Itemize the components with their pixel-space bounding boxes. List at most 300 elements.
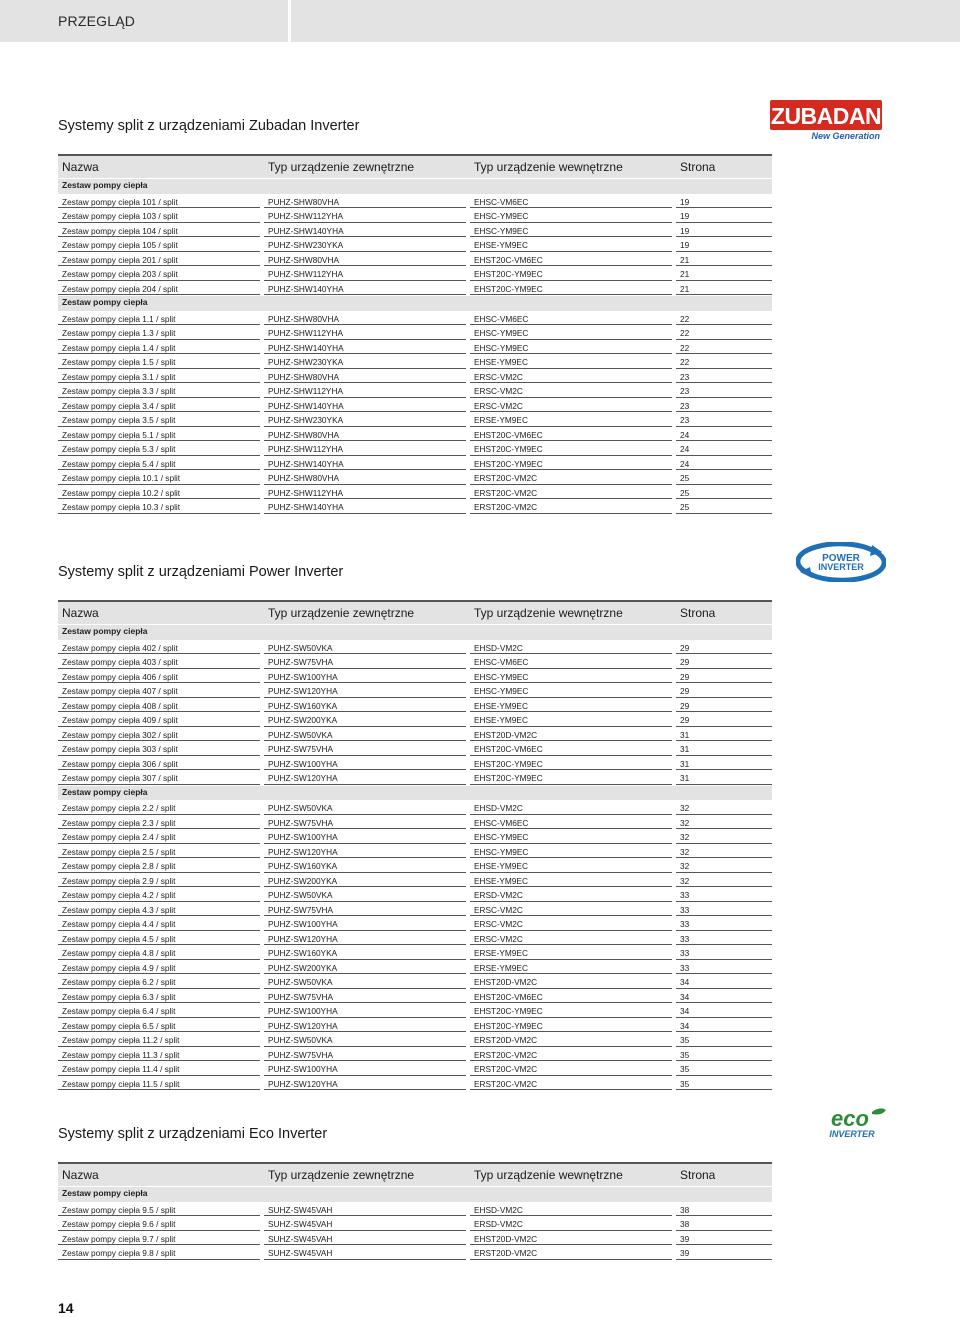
table-row	[58, 1003, 772, 1018]
indoor-unit-cell: EHST20C-VM6EC	[474, 429, 543, 440]
indoor-unit-cell: EHSC-VM6EC	[474, 313, 529, 324]
set-name-cell: Zestaw pompy ciepła 6.5 / split	[62, 1020, 176, 1031]
set-name-cell: Zestaw pompy ciepła 9.6 / split	[62, 1219, 176, 1229]
indoor-unit-cell: EHSE-YM9EC	[474, 861, 528, 871]
page-cell: 23	[680, 415, 690, 425]
indoor-unit-cell: ERSC-VM2C	[474, 919, 523, 929]
outdoor-unit-cell: PUHZ-SHW140YHA	[268, 502, 344, 512]
set-name-cell: Zestaw pompy ciepła 406 / split	[62, 671, 178, 682]
set-name-cell: Zestaw pompy ciepła 5.4 / split	[62, 458, 176, 469]
page-cell: 29	[680, 671, 690, 682]
page-cell: 34	[680, 1006, 690, 1016]
indoor-unit-cell: ERSE-YM9EC	[474, 948, 528, 958]
table-row	[58, 712, 772, 727]
table-row	[58, 902, 772, 917]
outdoor-unit-cell: PUHZ-SHW80VHA	[268, 254, 339, 265]
page-cell: 35	[680, 1064, 690, 1074]
page-cell: 29	[680, 642, 690, 653]
cell-underline	[264, 784, 466, 785]
page-cell: 33	[680, 890, 690, 900]
table-row	[58, 252, 772, 267]
section-title: Systemy split z urządzeniami Zubadan Inverter	[58, 118, 360, 134]
outdoor-unit-cell: SUHZ-SW45VAH	[268, 1233, 333, 1244]
table-row	[58, 770, 772, 785]
outdoor-unit-cell: PUHZ-SHW140YHA	[268, 283, 344, 294]
cell-underline	[676, 513, 772, 514]
cell-underline	[470, 513, 672, 514]
page-cell: 19	[680, 196, 690, 207]
table-row	[58, 974, 772, 989]
page-cell: 31	[680, 744, 690, 754]
set-name-cell: Zestaw pompy ciepła 5.3 / split	[62, 444, 176, 454]
table-row	[58, 960, 772, 975]
column-header-indoor: Typ urządzenie wewnętrzne	[474, 160, 623, 174]
set-name-cell: Zestaw pompy ciepła 407 / split	[62, 686, 178, 696]
page-cell: 34	[680, 1020, 690, 1031]
set-name-cell: Zestaw pompy ciepła 303 / split	[62, 744, 178, 754]
page-cell: 24	[680, 458, 690, 469]
set-name-cell: Zestaw pompy ciepła 1.3 / split	[62, 328, 176, 338]
zubadan-logo-graphic	[770, 100, 882, 142]
table-header	[58, 154, 772, 178]
indoor-unit-cell: ERSC-VM2C	[474, 400, 523, 411]
indoor-unit-cell: EHST20C-YM9EC	[474, 758, 543, 769]
table-row	[58, 427, 772, 442]
indoor-unit-cell: EHSC-VM6EC	[474, 196, 529, 207]
set-name-cell: Zestaw pompy ciepła 10.2 / split	[62, 487, 181, 498]
set-name-cell: Zestaw pompy ciepła 9.5 / split	[62, 1204, 176, 1215]
column-header-outdoor: Typ urządzenie zewnętrzne	[268, 1168, 415, 1182]
indoor-unit-cell: EHST20C-YM9EC	[474, 269, 543, 279]
indoor-unit-cell: ERSE-YM9EC	[474, 415, 528, 425]
indoor-unit-cell: EHSC-YM9EC	[474, 846, 529, 857]
outdoor-unit-cell: PUHZ-SHW140YHA	[268, 400, 344, 411]
indoor-unit-cell: EHSD-VM2C	[474, 642, 523, 653]
set-name-cell: Zestaw pompy ciepła 104 / split	[62, 225, 178, 236]
outdoor-unit-cell: PUHZ-SHW112YHA	[268, 328, 343, 338]
column-header-page: Strona	[680, 160, 716, 174]
set-name-cell: Zestaw pompy ciepła 4.9 / split	[62, 962, 176, 973]
outdoor-unit-cell: PUHZ-SW160YKA	[268, 948, 338, 958]
indoor-unit-cell: EHSE-YM9EC	[474, 875, 528, 886]
outdoor-unit-cell: PUHZ-SW120YHA	[268, 686, 338, 696]
set-name-cell: Zestaw pompy ciepła 105 / split	[62, 240, 178, 250]
cell-underline	[676, 1089, 772, 1090]
cell-underline	[58, 1089, 260, 1090]
indoor-unit-cell: EHSC-YM9EC	[474, 328, 529, 338]
table-row	[58, 931, 772, 946]
outdoor-unit-cell: PUHZ-SHW112YHA	[268, 487, 343, 498]
indoor-unit-cell: EHSC-YM9EC	[474, 211, 529, 221]
set-name-cell: Zestaw pompy ciepła 10.1 / split	[62, 473, 181, 483]
indoor-unit-cell: ERSD-VM2C	[474, 890, 523, 900]
page-cell: 19	[680, 211, 690, 221]
table-header	[58, 600, 772, 624]
table-row	[58, 208, 772, 223]
indoor-unit-cell: EHST20C-YM9EC	[474, 458, 543, 469]
page-cell: 32	[680, 817, 690, 828]
indoor-unit-cell: EHST20C-YM9EC	[474, 444, 543, 454]
cell-underline	[676, 294, 772, 295]
outdoor-unit-cell: SUHZ-SW45VAH	[268, 1248, 333, 1258]
svg-text:POWER: POWER	[822, 553, 860, 564]
page-cell: 32	[680, 832, 690, 842]
outdoor-unit-cell: PUHZ-SHW80VHA	[268, 371, 339, 382]
cell-underline	[264, 294, 466, 295]
outdoor-unit-cell: PUHZ-SHW140YHA	[268, 225, 344, 236]
page-cell: 22	[680, 342, 690, 353]
indoor-unit-cell: EHSE-YM9EC	[474, 700, 528, 711]
set-name-cell: Zestaw pompy ciepła 2.9 / split	[62, 875, 176, 886]
page-cell: 33	[680, 948, 690, 958]
indoor-unit-cell: ERST20C-VM2C	[474, 1049, 538, 1060]
outdoor-unit-cell: PUHZ-SW100YHA	[268, 832, 338, 842]
set-name-cell: Zestaw pompy ciepła 1.5 / split	[62, 357, 176, 367]
set-name-cell: Zestaw pompy ciepła 2.8 / split	[62, 861, 176, 871]
indoor-unit-cell: ERSC-VM2C	[474, 904, 523, 915]
set-name-cell: Zestaw pompy ciepła 4.8 / split	[62, 948, 176, 958]
table-row	[58, 654, 772, 669]
table-row	[58, 369, 772, 384]
cell-underline	[58, 513, 260, 514]
cell-underline	[58, 1259, 260, 1260]
set-name-cell: Zestaw pompy ciepła 6.3 / split	[62, 991, 176, 1002]
page-cell: 32	[680, 846, 690, 857]
table-row	[58, 800, 772, 815]
outdoor-unit-cell: PUHZ-SHW230YKA	[268, 415, 344, 425]
set-name-cell: Zestaw pompy ciepła 402 / split	[62, 642, 178, 653]
table-row	[58, 412, 772, 427]
outdoor-unit-cell: SUHZ-SW45VAH	[268, 1204, 333, 1215]
outdoor-unit-cell: PUHZ-SW160YKA	[268, 700, 338, 711]
table-row	[58, 470, 772, 485]
page-number: 14	[58, 1300, 74, 1316]
systems-table	[58, 154, 772, 514]
set-name-cell: Zestaw pompy ciepła 203 / split	[62, 269, 178, 279]
outdoor-unit-cell: PUHZ-SW100YHA	[268, 758, 338, 769]
outdoor-unit-cell: PUHZ-SW75VHA	[268, 991, 334, 1002]
table-row	[58, 340, 772, 355]
outdoor-unit-cell: PUHZ-SW120YHA	[268, 933, 338, 944]
page-cell: 22	[680, 357, 690, 367]
indoor-unit-cell: EHST20D-VM2C	[474, 729, 538, 740]
outdoor-unit-cell: PUHZ-SW75VHA	[268, 1049, 334, 1060]
indoor-unit-cell: ERST20C-VM2C	[474, 1078, 538, 1089]
indoor-unit-cell: ERST20C-VM2C	[474, 487, 538, 498]
page-cell: 32	[680, 875, 690, 886]
cell-underline	[470, 784, 672, 785]
indoor-unit-cell: EHSE-YM9EC	[474, 357, 528, 367]
page-cell: 21	[680, 269, 690, 279]
outdoor-unit-cell: PUHZ-SW50VKA	[268, 977, 333, 987]
set-name-cell: Zestaw pompy ciepła 6.2 / split	[62, 977, 176, 987]
indoor-unit-cell: EHST20C-YM9EC	[474, 1006, 543, 1016]
table-row	[58, 311, 772, 326]
table-row	[58, 499, 772, 514]
outdoor-unit-cell: PUHZ-SW50VKA	[268, 890, 333, 900]
set-name-cell: Zestaw pompy ciepła 3.1 / split	[62, 371, 176, 382]
page-cell: 22	[680, 313, 690, 324]
table-row	[58, 237, 772, 252]
table-row	[58, 698, 772, 713]
set-name-cell: Zestaw pompy ciepła 409 / split	[62, 715, 178, 725]
set-name-cell: Zestaw pompy ciepła 1.4 / split	[62, 342, 176, 353]
header-band-background	[291, 0, 960, 42]
outdoor-unit-cell: PUHZ-SW120YHA	[268, 846, 338, 857]
column-header-name: Nazwa	[62, 1168, 99, 1182]
page-cell: 23	[680, 371, 690, 382]
set-name-cell: Zestaw pompy ciepła 2.2 / split	[62, 803, 176, 813]
zubadan-logo	[770, 100, 882, 142]
column-header-page: Strona	[680, 606, 716, 620]
indoor-unit-cell: EHSE-YM9EC	[474, 240, 528, 250]
page-cell: 34	[680, 991, 690, 1002]
column-header-outdoor: Typ urządzenie zewnętrzne	[268, 160, 415, 174]
cell-underline	[676, 784, 772, 785]
cell-underline	[264, 1089, 466, 1090]
indoor-unit-cell: ERST20C-VM2C	[474, 502, 538, 512]
set-name-cell: Zestaw pompy ciepła 1.1 / split	[62, 313, 176, 324]
page-cell: 35	[680, 1078, 690, 1089]
indoor-unit-cell: EHST20C-YM9EC	[474, 283, 543, 294]
table-row	[58, 281, 772, 296]
page-cell: 32	[680, 861, 690, 871]
systems-table	[58, 1162, 772, 1260]
outdoor-unit-cell: PUHZ-SW75VHA	[268, 657, 334, 667]
page-cell: 33	[680, 904, 690, 915]
page-cell: 35	[680, 1035, 690, 1045]
cell-underline	[470, 294, 672, 295]
cell-underline	[58, 294, 260, 295]
page-cell: 29	[680, 715, 690, 725]
indoor-unit-cell: EHST20C-VM6EC	[474, 991, 543, 1002]
table-row	[58, 266, 772, 281]
indoor-unit-cell: ERSD-VM2C	[474, 1219, 523, 1229]
page-cell: 21	[680, 283, 690, 294]
page-cell: 25	[680, 473, 690, 483]
set-name-cell: Zestaw pompy ciepła 10.3 / split	[62, 502, 181, 512]
table-row	[58, 1202, 772, 1217]
header-tab-background	[0, 0, 288, 42]
outdoor-unit-cell: PUHZ-SHW112YHA	[268, 386, 343, 396]
table-row	[58, 223, 772, 238]
eco-inverter-logo	[820, 1104, 890, 1140]
set-name-cell: Zestaw pompy ciepła 307 / split	[62, 773, 178, 783]
group-row	[58, 179, 772, 194]
outdoor-unit-cell: PUHZ-SW200YKA	[268, 875, 338, 886]
table-row	[58, 858, 772, 873]
table-row	[58, 398, 772, 413]
page-cell: 31	[680, 758, 690, 769]
outdoor-unit-cell: PUHZ-SW50VKA	[268, 642, 333, 653]
outdoor-unit-cell: PUHZ-SHW80VHA	[268, 313, 339, 324]
page-cell: 31	[680, 729, 690, 740]
outdoor-unit-cell: PUHZ-SHW80VHA	[268, 196, 339, 207]
outdoor-unit-cell: PUHZ-SHW112YHA	[268, 211, 343, 221]
column-header-page: Strona	[680, 1168, 716, 1182]
table-row	[58, 989, 772, 1004]
set-name-cell: Zestaw pompy ciepła 11.5 / split	[62, 1078, 180, 1089]
set-name-cell: Zestaw pompy ciepła 4.2 / split	[62, 890, 176, 900]
indoor-unit-cell: ERSE-YM9EC	[474, 962, 528, 973]
page-header	[0, 0, 960, 42]
page-cell: 25	[680, 487, 690, 498]
page-cell: 39	[680, 1233, 690, 1244]
indoor-unit-cell: ERST20D-VM2C	[474, 1035, 538, 1045]
outdoor-unit-cell: PUHZ-SW100YHA	[268, 1064, 338, 1074]
page-cell: 38	[680, 1219, 690, 1229]
indoor-unit-cell: EHSC-YM9EC	[474, 686, 529, 696]
table-row	[58, 916, 772, 931]
group-label: Zestaw pompy ciepła	[62, 297, 148, 307]
set-name-cell: Zestaw pompy ciepła 5.1 / split	[62, 429, 176, 440]
indoor-unit-cell: ERST20D-VM2C	[474, 1248, 538, 1258]
set-name-cell: Zestaw pompy ciepła 2.5 / split	[62, 846, 176, 857]
eco-inverter-logo-graphic	[820, 1104, 890, 1140]
outdoor-unit-cell: PUHZ-SW120YHA	[268, 773, 338, 783]
column-header-indoor: Typ urządzenie wewnętrzne	[474, 606, 623, 620]
table-row	[58, 756, 772, 771]
table-row	[58, 844, 772, 859]
table-header	[58, 1162, 772, 1186]
page-cell: 24	[680, 444, 690, 454]
outdoor-unit-cell: PUHZ-SW200YKA	[268, 715, 338, 725]
table-row	[58, 485, 772, 500]
table-row	[58, 194, 772, 209]
page-cell: 34	[680, 977, 690, 987]
indoor-unit-cell: EHST20D-VM2C	[474, 1233, 538, 1244]
table-row	[58, 640, 772, 655]
outdoor-unit-cell: PUHZ-SHW140YHA	[268, 458, 344, 469]
table-row	[58, 1216, 772, 1231]
indoor-unit-cell: ERST20C-VM2C	[474, 473, 538, 483]
set-name-cell: Zestaw pompy ciepła 103 / split	[62, 211, 178, 221]
table-row	[58, 325, 772, 340]
outdoor-unit-cell: PUHZ-SW100YHA	[268, 919, 338, 929]
indoor-unit-cell: EHST20C-YM9EC	[474, 773, 543, 783]
outdoor-unit-cell: PUHZ-SW75VHA	[268, 817, 334, 828]
svg-text:ZUBADAN: ZUBADAN	[770, 103, 882, 129]
page-cell: 29	[680, 657, 690, 667]
table-row	[58, 1047, 772, 1062]
outdoor-unit-cell: PUHZ-SW120YHA	[268, 1020, 338, 1031]
svg-text:INVERTER: INVERTER	[829, 1129, 875, 1139]
group-row	[58, 786, 772, 801]
page-cell: 38	[680, 1204, 690, 1215]
set-name-cell: Zestaw pompy ciepła 204 / split	[62, 283, 178, 294]
power-inverter-logo	[796, 542, 886, 582]
table-row	[58, 1231, 772, 1246]
outdoor-unit-cell: PUHZ-SHW230YKA	[268, 357, 344, 367]
page-cell: 33	[680, 962, 690, 973]
outdoor-unit-cell: PUHZ-SW100YHA	[268, 1006, 338, 1016]
outdoor-unit-cell: PUHZ-SW100YHA	[268, 671, 338, 682]
page-cell: 29	[680, 686, 690, 696]
outdoor-unit-cell: PUHZ-SW75VHA	[268, 904, 334, 915]
page-cell: 39	[680, 1248, 690, 1258]
outdoor-unit-cell: PUHZ-SHW140YHA	[268, 342, 344, 353]
outdoor-unit-cell: PUHZ-SHW112YHA	[268, 444, 343, 454]
page-cell: 19	[680, 225, 690, 236]
group-label: Zestaw pompy ciepła	[62, 180, 148, 190]
table-row	[58, 887, 772, 902]
table-row	[58, 727, 772, 742]
svg-text:New Generation: New Generation	[811, 131, 880, 141]
table-row	[58, 829, 772, 844]
table-row	[58, 383, 772, 398]
page-cell: 23	[680, 386, 690, 396]
indoor-unit-cell: ERST20C-VM2C	[474, 1064, 538, 1074]
cell-underline	[264, 513, 466, 514]
outdoor-unit-cell: SUHZ-SW45VAH	[268, 1219, 333, 1229]
page-cell: 35	[680, 1049, 690, 1060]
page-cell: 33	[680, 919, 690, 929]
set-name-cell: Zestaw pompy ciepła 9.8 / split	[62, 1248, 176, 1258]
set-name-cell: Zestaw pompy ciepła 2.4 / split	[62, 832, 176, 842]
column-header-name: Nazwa	[62, 160, 99, 174]
page-cell: 33	[680, 933, 690, 944]
set-name-cell: Zestaw pompy ciepła 9.7 / split	[62, 1233, 176, 1244]
page-cell: 19	[680, 240, 690, 250]
page-cell: 31	[680, 773, 690, 783]
svg-text:INVERTER: INVERTER	[818, 562, 864, 572]
set-name-cell: Zestaw pompy ciepła 11.2 / split	[62, 1035, 180, 1045]
section-title: Systemy split z urządzeniami Power Inverter	[58, 564, 344, 580]
page-cell: 32	[680, 803, 690, 813]
group-label: Zestaw pompy ciepła	[62, 626, 148, 636]
table-row	[58, 1245, 772, 1260]
table-row	[58, 1061, 772, 1076]
set-name-cell: Zestaw pompy ciepła 408 / split	[62, 700, 178, 711]
indoor-unit-cell: EHST20D-VM2C	[474, 977, 538, 987]
group-row	[58, 296, 772, 311]
table-row	[58, 741, 772, 756]
column-header-outdoor: Typ urządzenie zewnętrzne	[268, 606, 415, 620]
page-cell: 23	[680, 400, 690, 411]
outdoor-unit-cell: PUHZ-SW50VKA	[268, 1035, 333, 1045]
column-header-indoor: Typ urządzenie wewnętrzne	[474, 1168, 623, 1182]
group-label: Zestaw pompy ciepła	[62, 1188, 148, 1198]
outdoor-unit-cell: PUHZ-SW120YHA	[268, 1078, 338, 1089]
table-row	[58, 873, 772, 888]
indoor-unit-cell: EHSC-VM6EC	[474, 657, 529, 667]
page-cell: 21	[680, 254, 690, 265]
table-row	[58, 815, 772, 830]
indoor-unit-cell: ERSC-VM2C	[474, 933, 523, 944]
set-name-cell: Zestaw pompy ciepła 201 / split	[62, 254, 178, 265]
indoor-unit-cell: EHSE-YM9EC	[474, 715, 528, 725]
page-cell: 29	[680, 700, 690, 711]
set-name-cell: Zestaw pompy ciepła 3.5 / split	[62, 415, 176, 425]
outdoor-unit-cell: PUHZ-SW160YKA	[268, 861, 338, 871]
indoor-unit-cell: EHSC-VM6EC	[474, 817, 529, 828]
indoor-unit-cell: EHSD-VM2C	[474, 803, 523, 813]
table-row	[58, 456, 772, 471]
set-name-cell: Zestaw pompy ciepła 4.4 / split	[62, 919, 176, 929]
indoor-unit-cell: EHST20C-VM6EC	[474, 254, 543, 265]
group-row	[58, 1187, 772, 1202]
indoor-unit-cell: EHSC-YM9EC	[474, 671, 529, 682]
cell-underline	[470, 1089, 672, 1090]
svg-text:eco: eco	[831, 1106, 869, 1131]
outdoor-unit-cell: PUHZ-SHW230YKA	[268, 240, 344, 250]
set-name-cell: Zestaw pompy ciepła 302 / split	[62, 729, 178, 740]
cell-underline	[264, 1259, 466, 1260]
indoor-unit-cell: ERSC-VM2C	[474, 371, 523, 382]
outdoor-unit-cell: PUHZ-SW50VKA	[268, 729, 333, 740]
systems-table	[58, 600, 772, 1090]
set-name-cell: Zestaw pompy ciepła 3.3 / split	[62, 386, 176, 396]
